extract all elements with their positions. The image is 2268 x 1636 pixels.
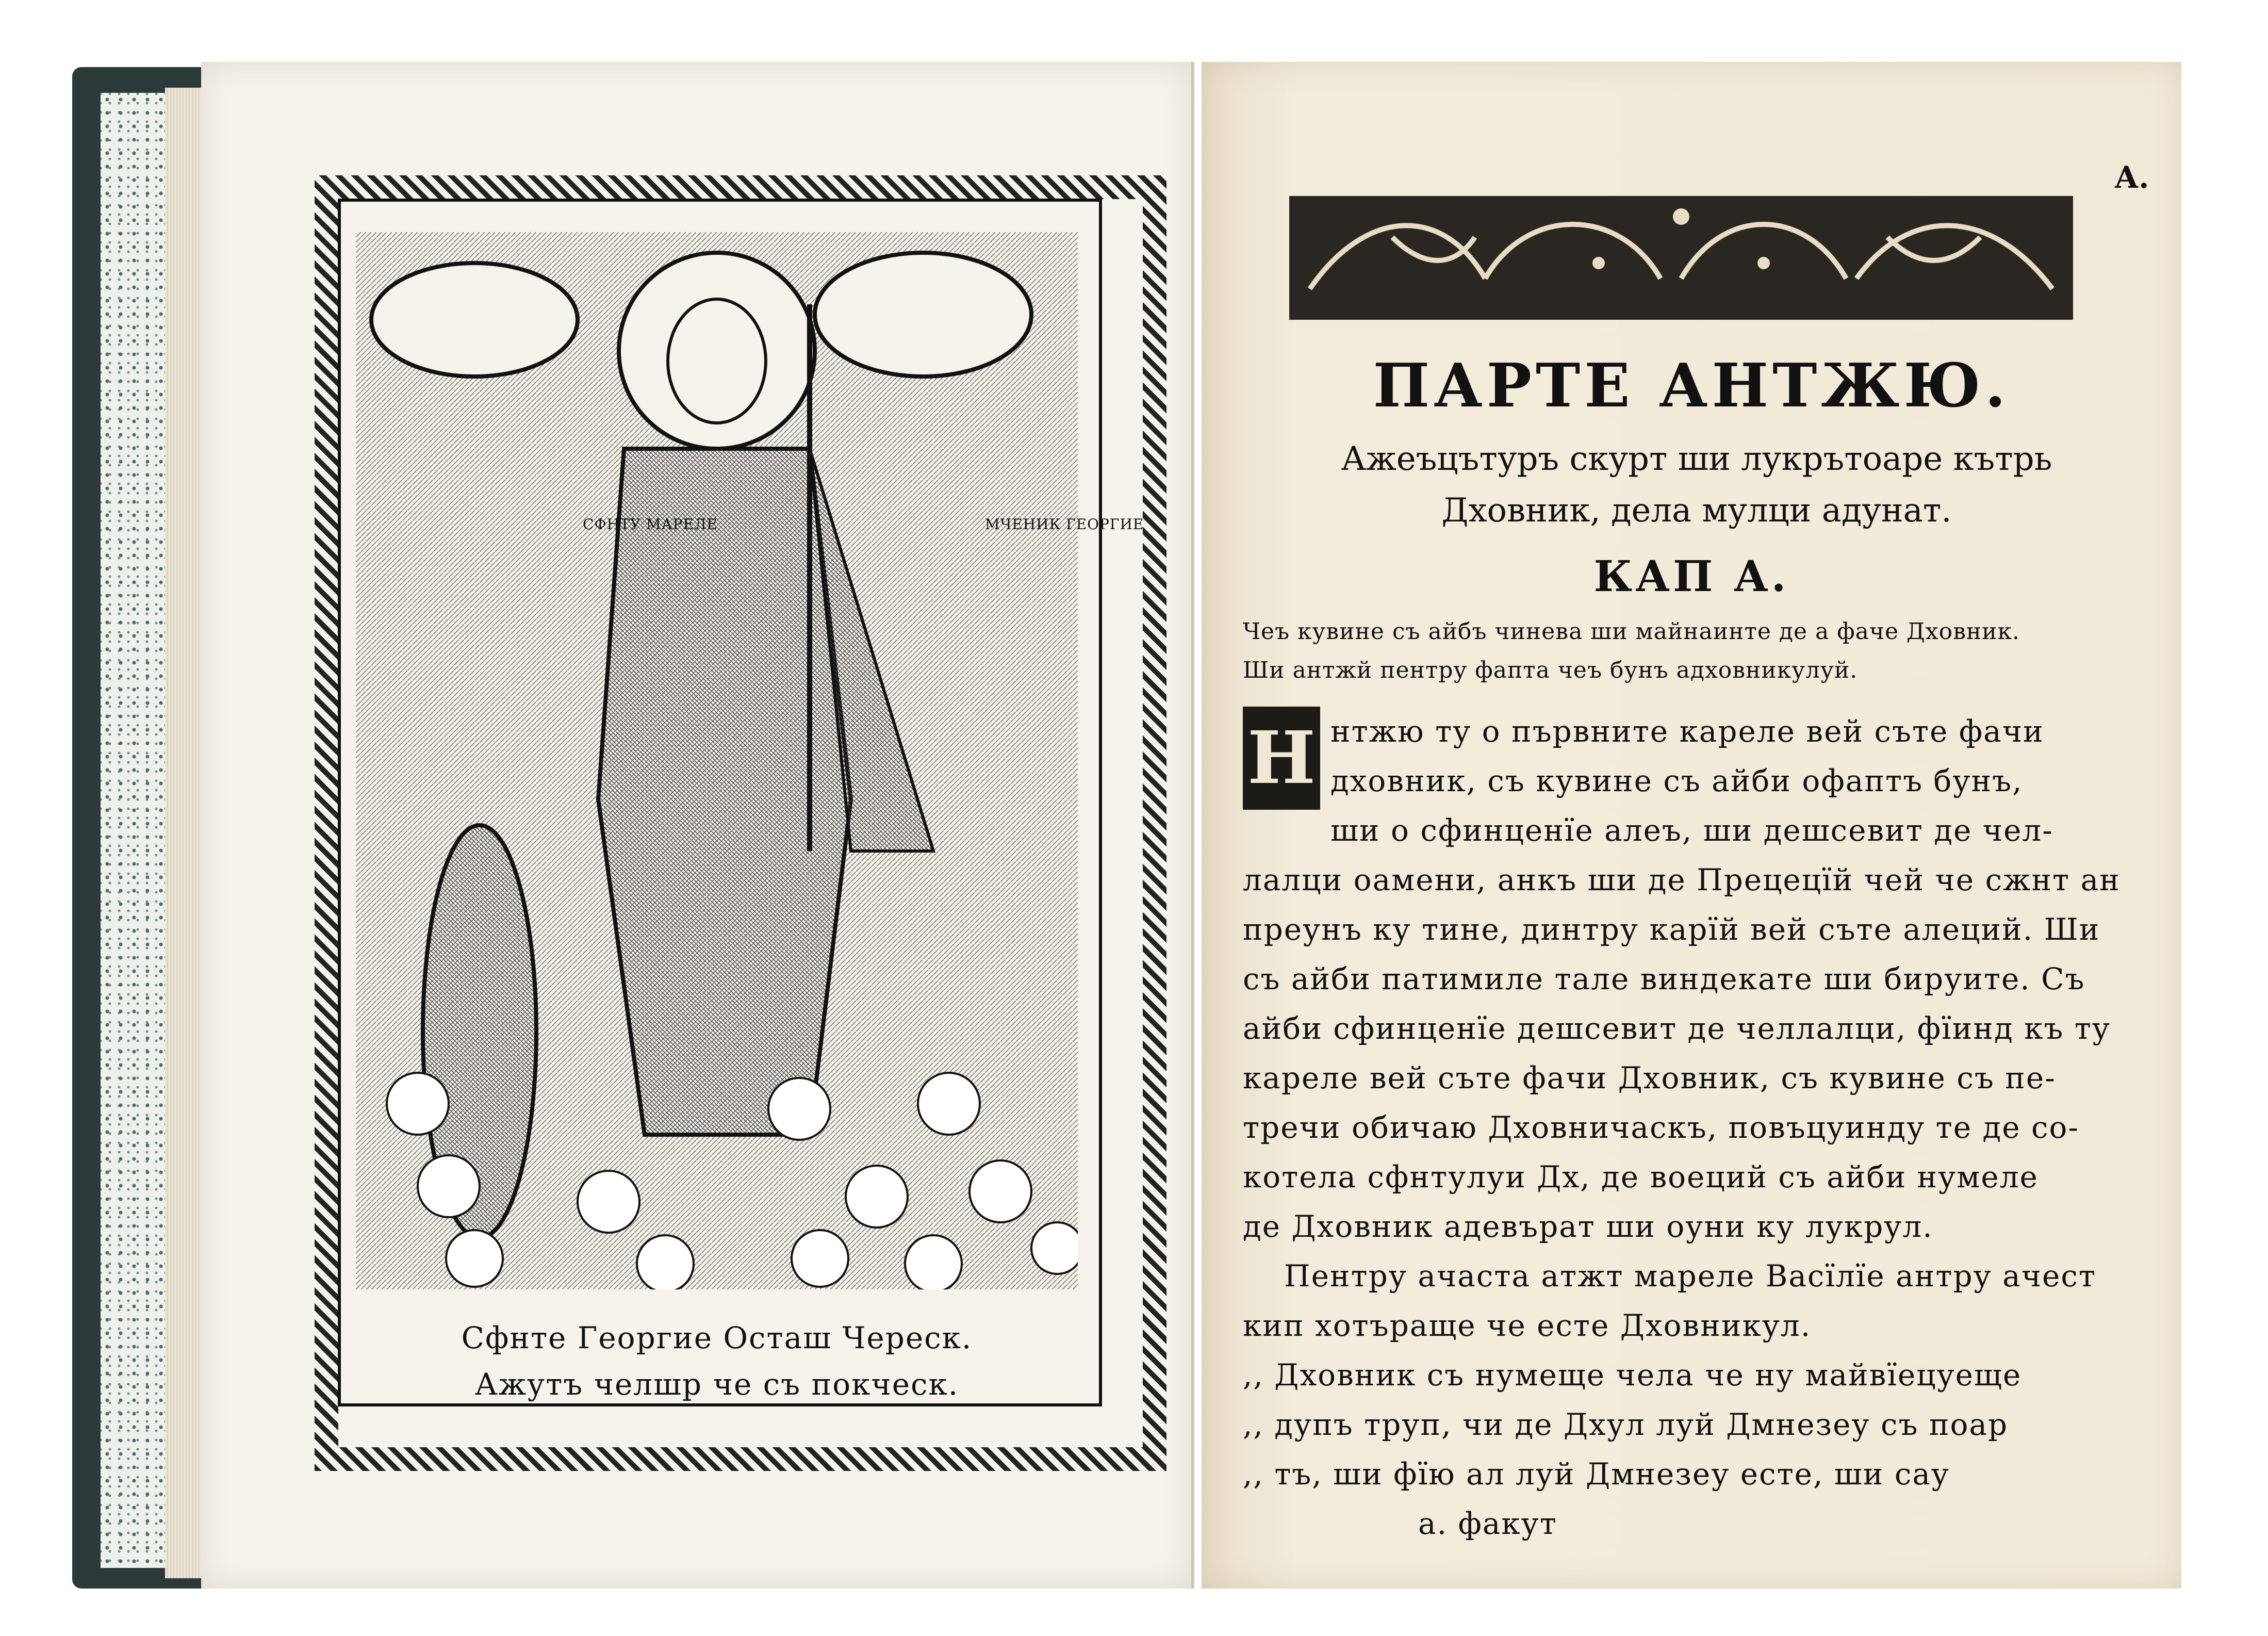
body-line: преунъ ку тине, динтру карїй вей съте алеций. Ши <box>1243 912 2100 947</box>
subtitle-line-1: Ажеъцътуръ скурт ши лукрътоаре кътрь <box>1341 440 2052 478</box>
body-line: кип хотъраще че есте Дховникул. <box>1243 1308 1812 1343</box>
open-book <box>72 62 2187 1589</box>
subtitle-line-2: Дховник, дела мулци адунат. <box>1441 492 1952 530</box>
body-line: нтжю ту о първните кареле вей съте фачи <box>1330 714 2044 749</box>
body-line: кареле вей съте фачи Дховник, съ кувине съ пе- <box>1243 1060 2056 1095</box>
body-line: ,, Дховник съ нумеще чела че ну майвїецуеще <box>1243 1357 2022 1393</box>
right-page <box>1202 62 2181 1589</box>
marbled-endpaper <box>101 93 168 1568</box>
chapter-summary-line-1: Чеъ кувине съ айбъ чинева ши майнаинте де а фаче Дховник. <box>1243 618 2020 645</box>
body-line: съ айби патимиле тале виндекате ши бируите. Съ <box>1243 961 2085 996</box>
chapter-heading: КАП А. <box>1593 552 1789 601</box>
ornamental-headpiece <box>1289 175 2073 330</box>
body-line: котела сфнтулуи Дх, де воеций съ айби нумеле <box>1243 1159 2039 1195</box>
body-line: лалци оамени, анкъ ши де Прецецїй чей че сжнт ан <box>1243 862 2121 897</box>
body-line: де Дховник адевърат ши оуни ку лукрул. <box>1243 1209 1933 1244</box>
section-title: ПАРТЕ АНТЖЮ. <box>1373 351 2010 421</box>
body-line: ,, дупъ труп, чи де Дхул луй Дмнезеу съ поар <box>1243 1407 2009 1442</box>
chapter-summary-line-2: Ши антжй пентру фапта чеъ бунъ адховникулуй. <box>1243 657 1858 683</box>
icon-caption-line-1: Сфнте Георгие Осташ Череск. <box>461 1320 973 1355</box>
body-line: айби сфинценїе дешсевит де челлалци, фїинд къ ту <box>1243 1011 2111 1046</box>
icon-caption-line-2: Ажутъ челшр че съ покческ. <box>474 1367 959 1402</box>
body-line: Пентру ачаста атжт мареле Васїлїе антру ачест <box>1284 1258 2096 1294</box>
engraving-caption-right: МЧЕНИК ГЕОРГИЕ <box>985 516 1144 533</box>
decorated-initial: Н <box>1243 707 1320 810</box>
body-line: а. факут <box>1418 1506 1557 1541</box>
body-line: ,, тъ, ши фїю ал луй Дмнезеу есте, ши сау <box>1243 1457 1950 1492</box>
saint-george-woodcut <box>356 232 1078 1289</box>
page-number: А. <box>2114 160 2149 195</box>
body-line: тречи обичаю Дховничаскъ, повъцуинду те де со- <box>1243 1110 2079 1145</box>
left-page <box>201 62 1194 1589</box>
body-line: ши о сфинценїе алеъ, ши дешсевит де чел- <box>1330 813 2053 848</box>
body-line: дховник, съ кувине съ айби офаптъ бунъ, <box>1330 763 2023 798</box>
engraving-caption-left: СФНТУ МАРЕЛЕ <box>583 516 718 533</box>
